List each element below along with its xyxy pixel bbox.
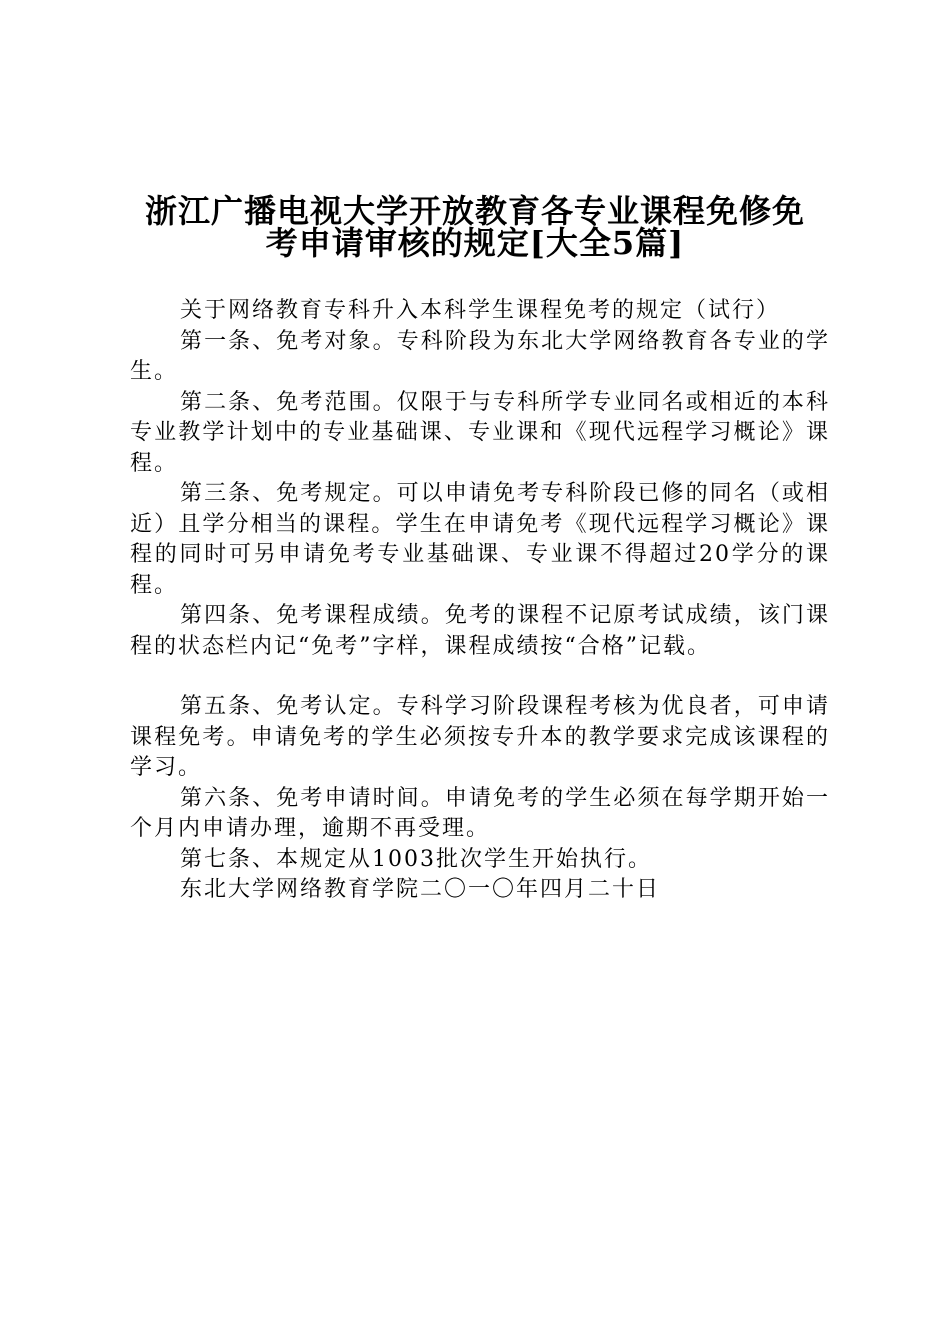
document-body — [130, 296, 830, 906]
paragraph-article-3: 第三条、免考规定。可以申请免考专科阶段已修的同名（或相近）且学分相当的课程。学生在申请免考《现代远程学习概论》课程的同时可另申请免考专业基础课、专业课不得超过20学分的课程。 — [130, 481, 830, 598]
paragraph-article-1: 第一条、免考对象。专科阶段为东北大学网络教育各专业的学生。 — [130, 328, 830, 384]
paragraph-article-6: 第六条、免考申请时间。申请免考的学生必须在每学期开始一个月内申请办理，逾期不再受理。 — [130, 785, 830, 841]
document-title-line-2: 考申请审核的规定[大全5篇] — [265, 224, 685, 262]
document-title-line-1: 浙江广播电视大学开放教育各专业课程免修免 — [144, 192, 805, 230]
paragraph-article-5: 第五条、免考认定。专科学习阶段课程考核为优良者，可申请课程免考。申请免考的学生必须按专升本的教学要求完成该课程的学习。 — [130, 694, 830, 780]
paragraph-article-2: 第二条、免考范围。仅限于与专科所学专业同名或相近的本科专业教学计划中的专业基础课、专业课和《现代远程学习概论》课程。 — [130, 389, 830, 476]
paragraph-article-4: 第四条、免考课程成绩。免考的课程不记原考试成绩，该门课程的状态栏内记“免考”字样，课程成绩按“合格”记载。 — [130, 603, 830, 659]
paragraph-signature: 东北大学网络教育学院二〇一〇年四月二十日 — [180, 877, 661, 902]
paragraph-spacer — [130, 662, 830, 692]
paragraph-heading: 关于网络教育专科升入本科学生课程免考的规定（试行） — [180, 298, 781, 323]
paragraph-article-7: 第七条、本规定从1003批次学生开始执行。 — [180, 846, 652, 872]
